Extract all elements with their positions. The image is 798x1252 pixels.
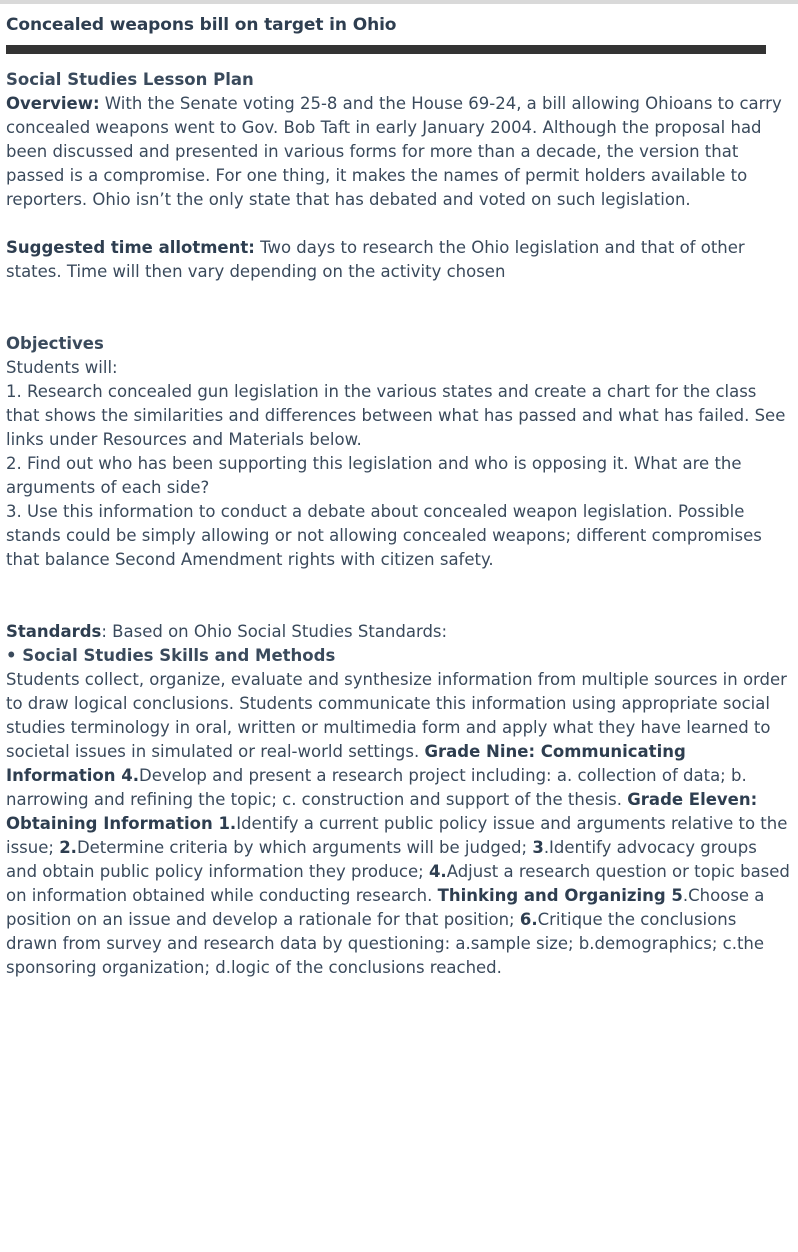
overview-paragraph: Overview: With the Senate voting 25-8 and the House 69-24, a bill allowing Ohioans to carry concealed weapons went to Gov. Bob Taft in early January 2004. Although the proposal had been discussed and presented in various forms for more than a decade, the version that passed is a compromise. For one thing, it makes the names of permit holders available to reporters. Ohio isn’t the only state that has debated and voted on such legislation. xyxy=(6,94,782,209)
document-page xyxy=(0,14,798,980)
objective-item: 3. Use this information to conduct a debate about concealed weapon legislation. Possible stands could be simply allowing or not allowing concealed weapons; different compromises that balance Second Amendment rights with citizen safety. xyxy=(6,502,762,569)
lesson-plan-body xyxy=(6,68,792,980)
objectives-heading: Objectives xyxy=(6,334,104,353)
title-divider xyxy=(6,45,766,54)
objective-item: 2. Find out who has been supporting this legislation and who is opposing it. What are the arguments of each side? xyxy=(6,454,742,497)
standards-body: Students collect, organize, evaluate and synthesize information from multiple sources in order to draw logical conclusions. Students communicate this information using appropriate social studies terminology in oral, written or multimedia form and apply what they have learned to societal issues in simulated or real-world settings. Grade Nine: Communicating Information 4.Develop and present a research project including: a. collection of data; b. narrowing and refining the topic; c. construction and support of the thesis. Grade Eleven: Obtaining Information 1.Identify a current public policy issue and arguments relative to the issue; 2.Determine criteria by which arguments will be judged; 3.Identify advocacy groups and obtain public policy information they produce; 4.Adjust a research question or topic based on information obtained while conducting research. Thinking and Organizing 5.Choose a position on an issue and develop a rationale for that position; 6.Critique the conclusions drawn from survey and research data by questioning: a.sample size; b.demographics; c.the sponsoring organization; d.logic of the conclusions reached. xyxy=(6,670,790,977)
top-accent-band xyxy=(0,0,798,4)
time-allotment-paragraph: Suggested time allotment: Two days to research the Ohio legislation and that of other states. Time will then vary depending on the activity chosen xyxy=(6,238,745,281)
standards-bullet-heading: • Social Studies Skills and Methods xyxy=(6,646,336,665)
objective-item: 1. Research concealed gun legislation in the various states and create a chart for the class that shows the similarities and differences between what has passed and what has failed. See links under Resources and Materials below. xyxy=(6,382,786,449)
lesson-plan-subtitle: Social Studies Lesson Plan xyxy=(6,70,254,89)
objectives-intro: Students will: xyxy=(6,358,118,377)
page-title: Concealed weapons bill on target in Ohio xyxy=(6,15,397,35)
standards-intro: Standards: Based on Ohio Social Studies Standards: xyxy=(6,622,448,641)
